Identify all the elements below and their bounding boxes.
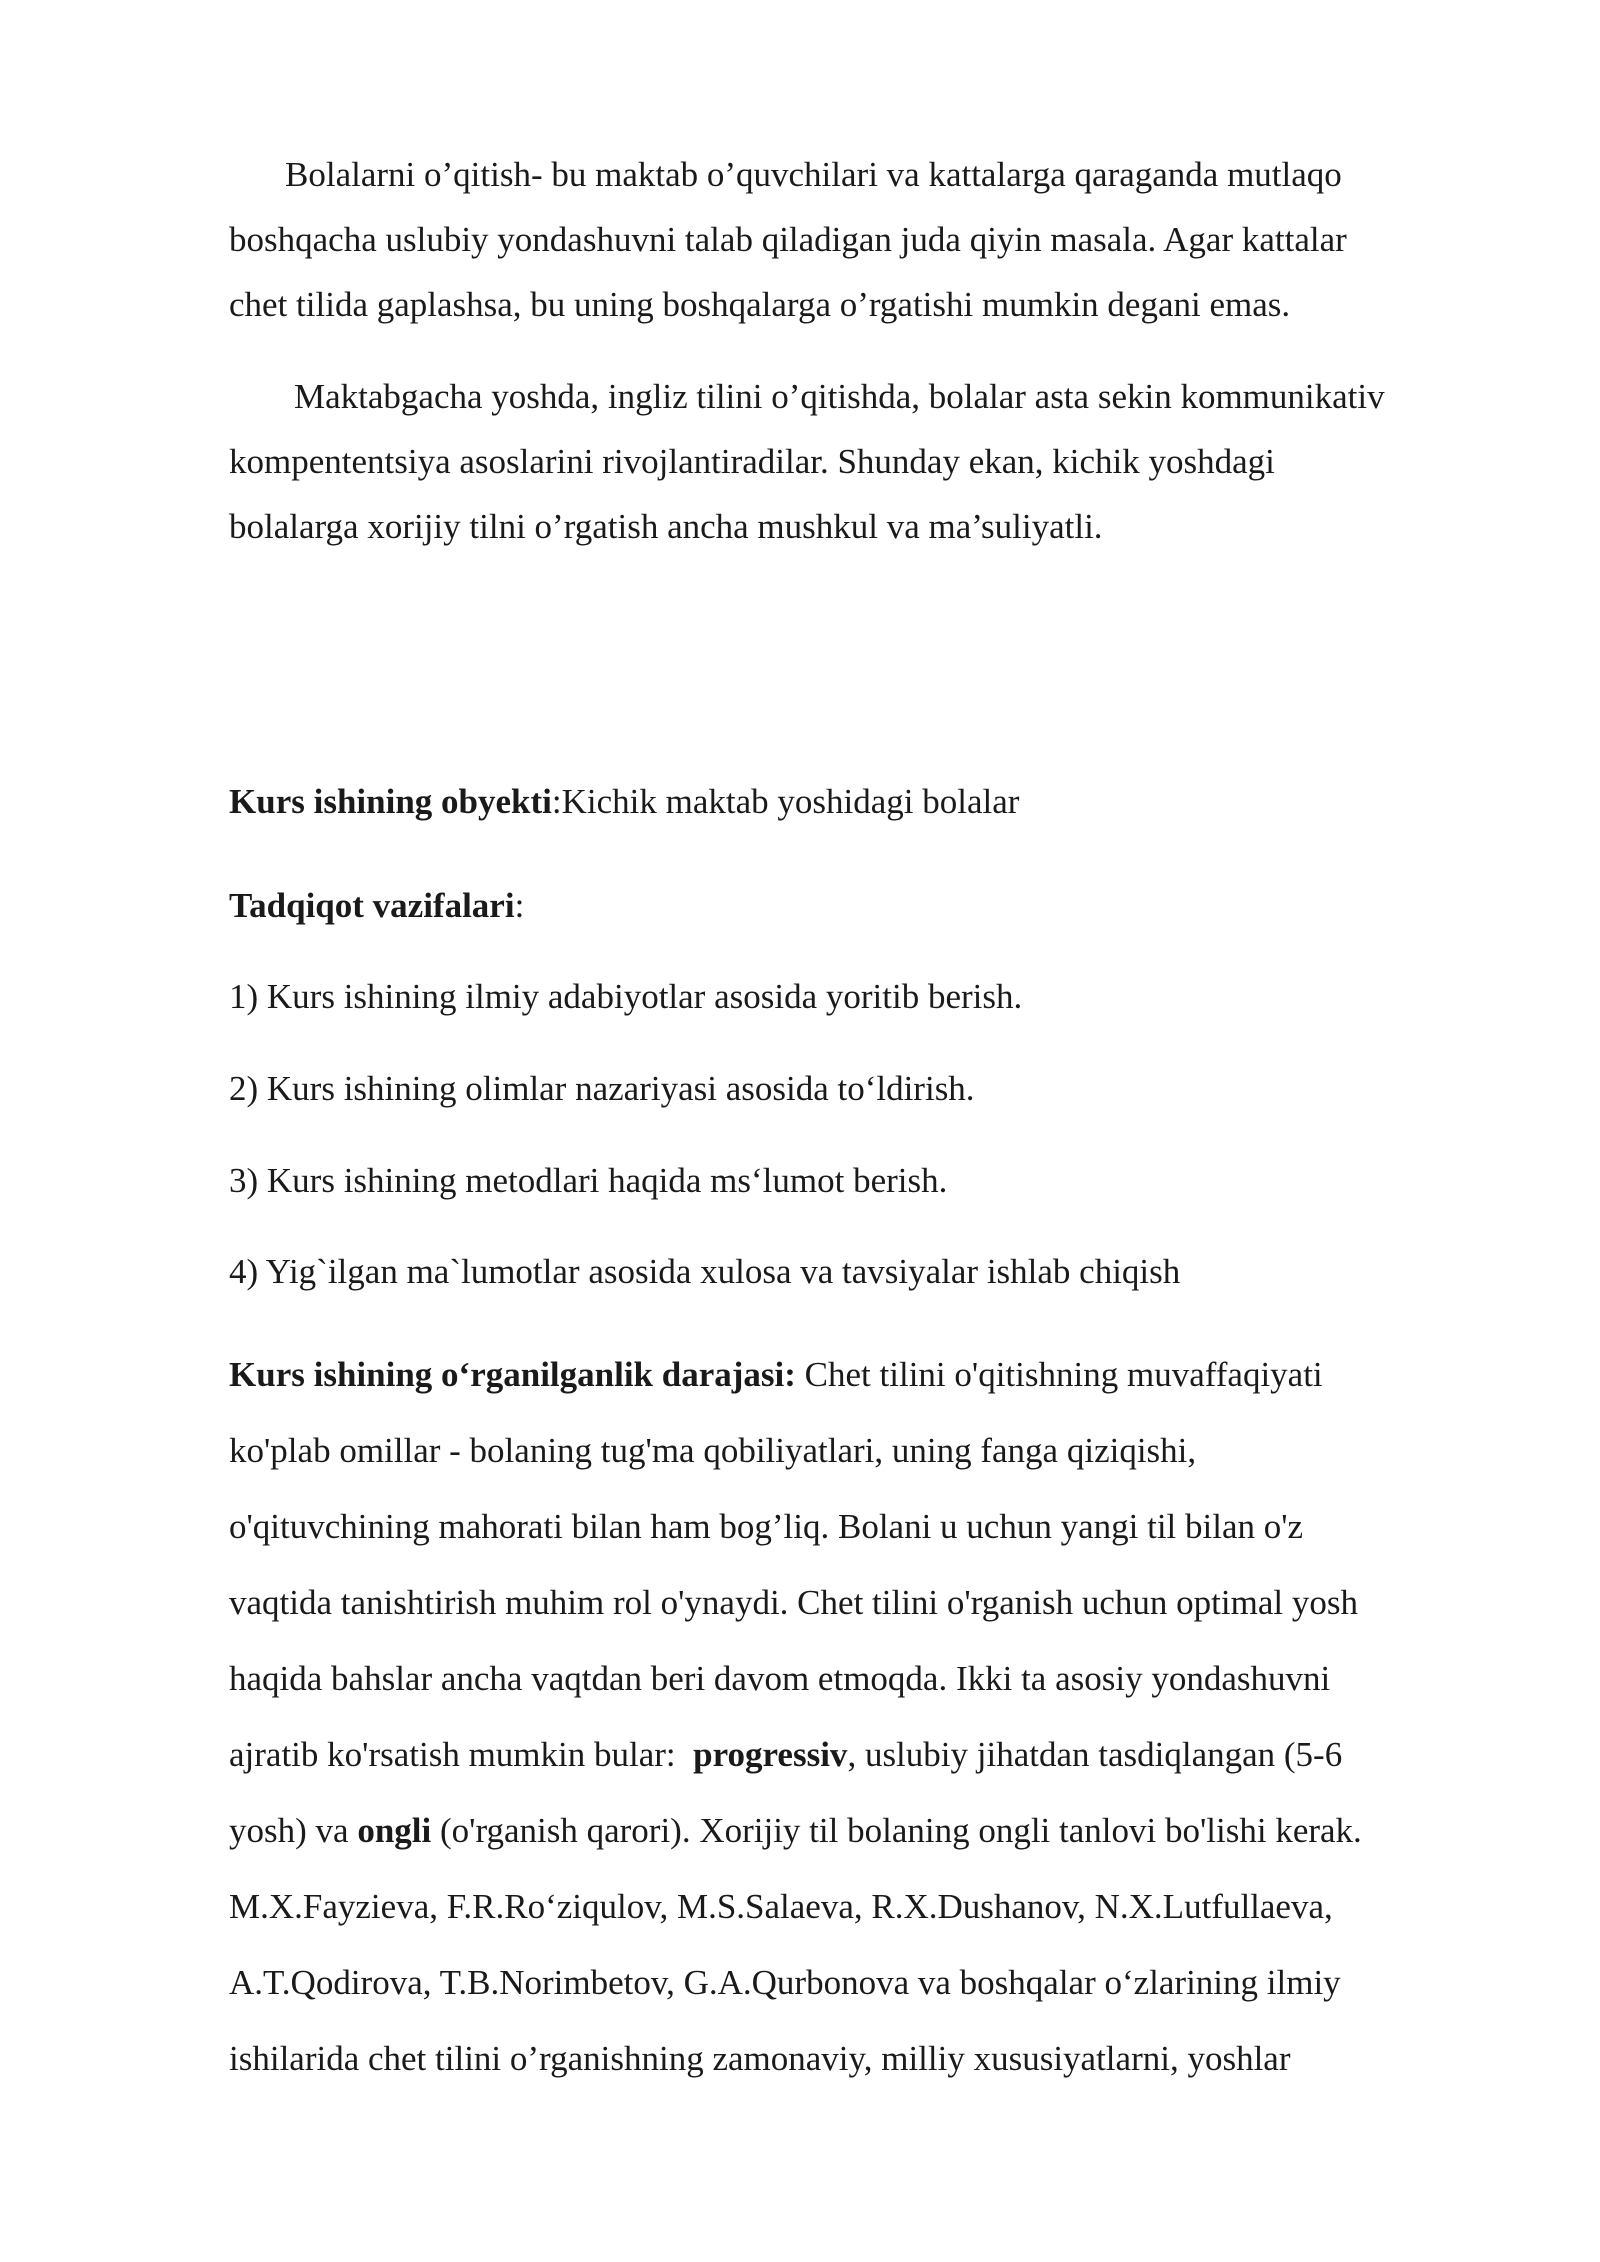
- degree-line-9: A.T.Qodirova, T.B.Norimbetov, G.A.Qurbonova va boshqalar o‘zlarining ilmiy: [229, 1963, 1341, 2002]
- degree-line-6: [229, 1733, 1342, 1777]
- task-item-1: 1) Kurs ishining ilmiy adabiyotlar asosida yoritib berish.: [229, 977, 1023, 1016]
- tasks-colon: :: [514, 886, 525, 925]
- degree-line-3: o'qituvchining mahorati bilan ham bog’liq. Bolani u uchun yangi til bilan o'z: [229, 1507, 1304, 1546]
- intro-p2-line-2: kompententsiya asoslarini rivojlantiradilar. Shunday ekan, kichik yoshdagi: [229, 442, 1275, 481]
- object-line: [229, 780, 1019, 824]
- tasks-heading: [229, 884, 524, 928]
- object-label: Kurs ishining obyekti: [229, 782, 552, 821]
- degree-line-7-a: yosh) va: [229, 1811, 358, 1850]
- degree-line-1-text: Chet tilini o'qitishning muvaffaqiyati: [795, 1355, 1323, 1394]
- intro-p2-line-3: bolalarga xorijiy tilni o’rgatish ancha mushkul va ma’suliyatli.: [229, 507, 1103, 546]
- intro-p1-line-2: boshqacha uslubiy yondashuvni talab qiladigan juda qiyin masala. Agar kattalar: [229, 220, 1347, 259]
- term-ongli: ongli: [357, 1811, 432, 1850]
- task-item-2: 2) Kurs ishining olimlar nazariyasi asosida to‘ldirish.: [229, 1069, 975, 1108]
- degree-line-10: ishilarida chet tilini o’rganishning zamonaviy, milliy xususiyatlarni, yoshlar: [229, 2039, 1291, 2078]
- degree-line-8: M.X.Fayzieva, F.R.Ro‘ziqulov, M.S.Salaeva, R.X.Dushanov, N.X.Lutfullaeva,: [229, 1887, 1333, 1926]
- degree-line-4: vaqtida tanishtirish muhim rol o'ynaydi. Chet tilini o'rganish uchun optimal yosh: [229, 1583, 1358, 1622]
- term-progressiv: progressiv: [693, 1735, 848, 1774]
- tasks-label: Tadqiqot vazifalari: [229, 886, 515, 925]
- object-text: :Kichik maktab yoshidagi bolalar: [551, 782, 1020, 821]
- task-item-4: 4) Yig`ilgan ma`lumotlar asosida xulosa va tavsiyalar ishlab chiqish: [229, 1252, 1181, 1291]
- degree-line-1: [229, 1353, 1323, 1397]
- intro-p2-line-1: Maktabgacha yoshda, ingliz tilini o’qitishda, bolalar asta sekin kommunikativ: [294, 377, 1385, 416]
- degree-line-2: ko'plab omillar - bolaning tug'ma qobiliyatlari, uning fanga qiziqishi,: [229, 1431, 1197, 1470]
- degree-line-7-c: (o'rganish qarori). Xorijiy til bolaning ongli tanlovi bo'lishi kerak.: [431, 1811, 1362, 1850]
- intro-p1-line-3: chet tilida gaplashsa, bu uning boshqalarga o’rgatishi mumkin degani emas.: [229, 285, 1291, 324]
- task-item-3: 3) Kurs ishining metodlari haqida ms‘lumot berish.: [229, 1161, 948, 1200]
- degree-line-5: haqida bahslar ancha vaqtdan beri davom etmoqda. Ikki ta asosiy yondashuvni: [229, 1659, 1331, 1698]
- degree-label: Kurs ishining o‘rganilganlik darajasi:: [229, 1355, 796, 1394]
- degree-line-6-a: ajratib ko'rsatish mumkin bular:: [229, 1735, 694, 1774]
- intro-p1-line-1: Bolalarni o’qitish- bu maktab o’quvchilari va kattalarga qaraganda mutlaqo: [285, 155, 1342, 194]
- degree-line-7: [229, 1809, 1362, 1853]
- degree-line-6-c: , uslubiy jihatdan tasdiqlangan (5-6: [847, 1735, 1343, 1774]
